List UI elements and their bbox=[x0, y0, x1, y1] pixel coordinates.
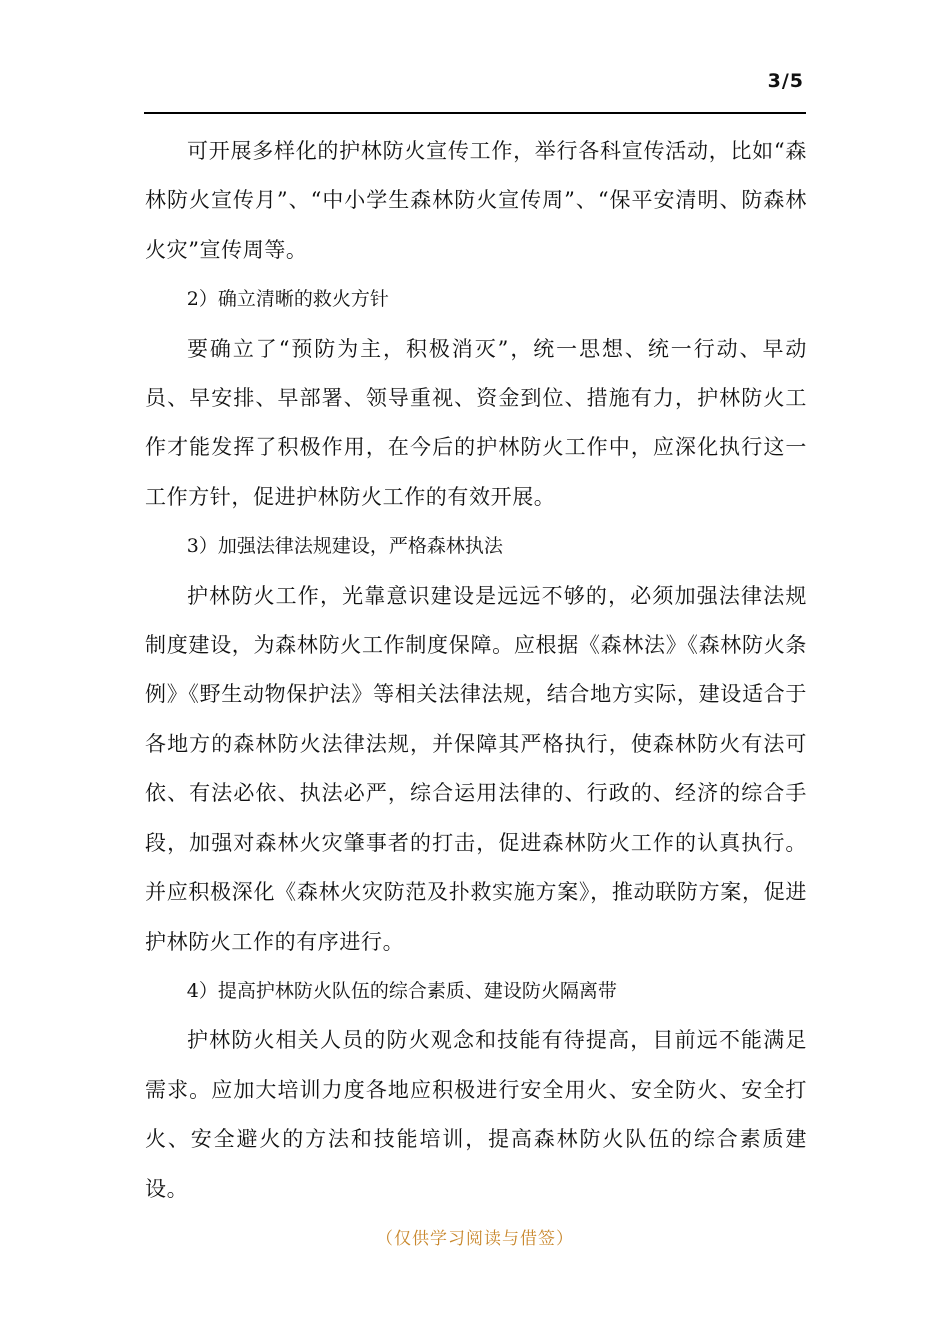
paragraph-team-quality: 护林防火相关人员的防火观念和技能有待提高，目前远不能满足需求。应加大培训力度各地应积极进行安全用火、安全防火、安全打火、安全避火的方法和技能培训，提高森林防火队伍的综合素质建设。 bbox=[145, 1028, 807, 1201]
heading-fire-policy: 2）确立清晰的救火方针 bbox=[186, 288, 389, 311]
paragraph-publicity: 可开展多样化的护林防火宣传工作，举行各科宣传活动，比如“森林防火宣传月”、“中小学生森林防火宣传周”、“保平安清明、防森林火灾”宣传周等。 bbox=[145, 139, 807, 262]
page-number: 3/5 bbox=[767, 70, 804, 92]
document-body bbox=[145, 127, 807, 1214]
header-rule bbox=[144, 112, 806, 114]
heading-law-enforcement: 3）加强法律法规建设，严格森林执法 bbox=[186, 535, 503, 558]
heading-team-quality: 4）提高护林防火队伍的综合素质、建设防火隔离带 bbox=[186, 979, 617, 1002]
footer-note: （仅供学习阅读与借签） bbox=[376, 1229, 574, 1249]
paragraph-fire-policy: 要确立了“预防为主，积极消灭”，统一思想、统一行动、早动员、早安排、早部署、领导重视、资金到位、措施有力，护林防火工作才能发挥了积极作用，在今后的护林防火工作中，应深化执行这一工作方针，促进护林防火工作的有效开展。 bbox=[145, 336, 807, 509]
paragraph-law-enforcement: 护林防火工作，光靠意识建设是远远不够的，必须加强法律法规制度建设，为森林防火工作制度保障。应根据《森林法》《森林防火条例》《野生动物保护法》等相关法律法规，结合地方实际，建设适合于各地方的森林防火法律法规，并保障其严格执行，使森林防火有法可依、有法必依、执法必严，综合运用法律的、行政的、经济的综合手段，加强对森林火灾肇事者的打击，促进森林防火工作的认真执行。并应积极深化《森林火灾防范及扑救实施方案》，推动联防方案，促进护林防火工作的有序进行。 bbox=[145, 583, 807, 954]
